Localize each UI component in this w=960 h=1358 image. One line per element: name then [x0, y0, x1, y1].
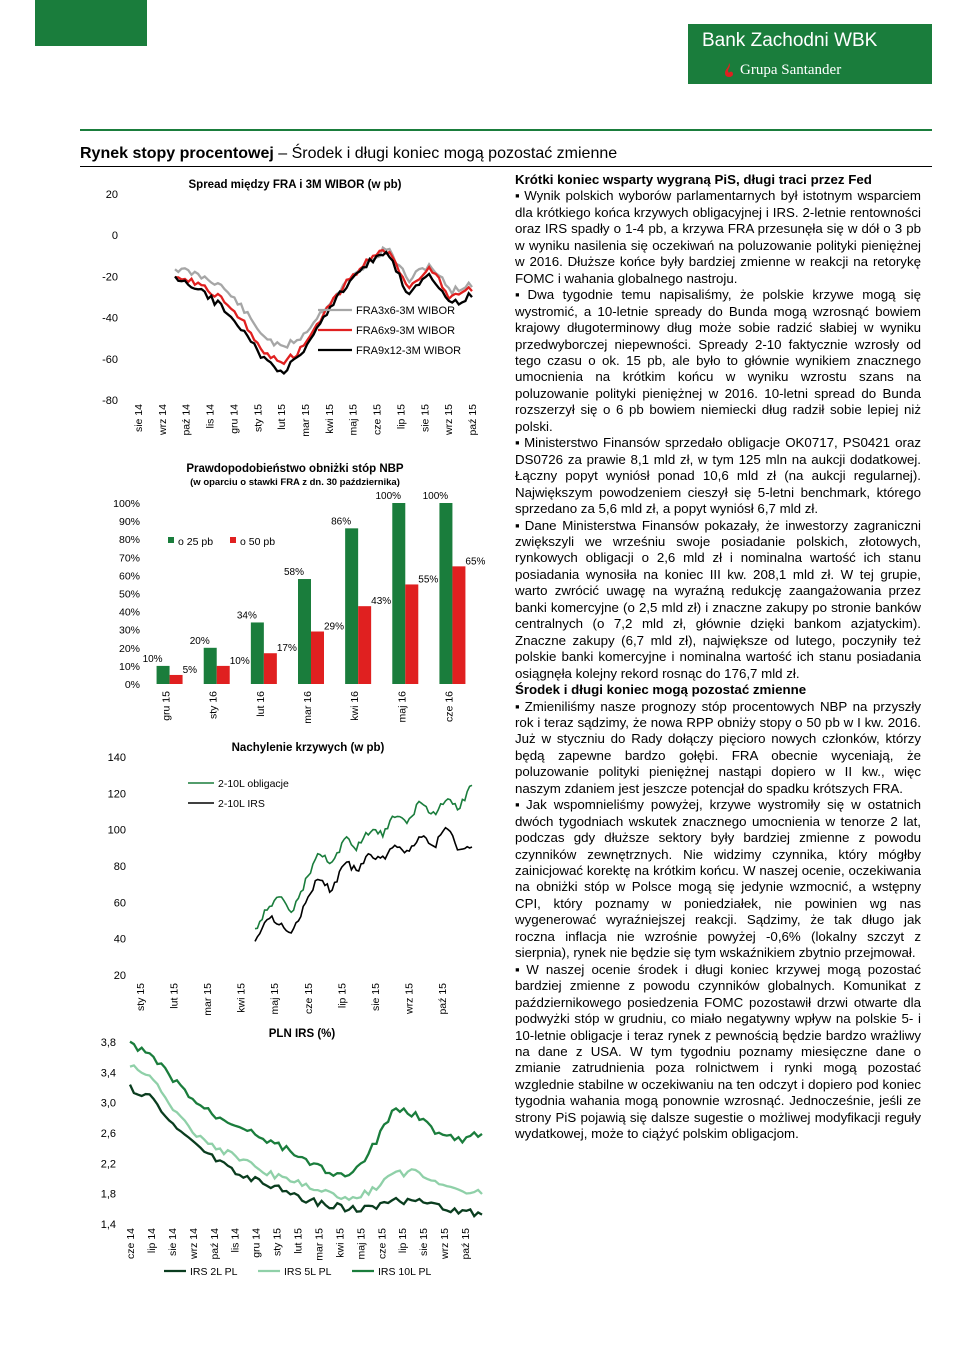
article-column — [515, 172, 921, 1143]
legend-swatch — [168, 537, 174, 543]
y-tick-label: 1,4 — [100, 1219, 116, 1231]
series-line — [130, 1042, 482, 1177]
x-tick-label: lip 15 — [336, 983, 349, 1009]
page-title-rest: – Środek i długi koniec mogą pozostać zmienne — [278, 145, 618, 162]
x-tick-label: cze 14 — [125, 1228, 137, 1259]
x-tick-label: sty 16 — [207, 691, 220, 720]
x-tick-label: cze 16 — [443, 691, 456, 722]
data-label: 58% — [283, 567, 305, 579]
x-tick-label: cze 15 — [376, 1228, 389, 1259]
article-paragraph: ▪ Dane Ministerstwa Finansów pokazały, że inwestorzy zagraniczni zwiększyli we wrześniu swoje posiadanie polskich, złotowych, rynkowych obligacji o 2,6 mld zł i nominalna wartość ich stanu posiadania wynosiła na koniec III kw. 208,1 mld zł. W tej grupie, warto zwrócić uwagę na wyraźną redukcję zaangażowania przez banki komercyjne (o 2,5 mld zł) i znaczne zakupy po stronie banków centralnych (o 7,2 mld zł, głównie dzięki bankom azjatyckim). Znaczne zakupy (6,7 mld zł), największe od lutego, poczyniły też polskie banki komercyjne i nominalna wartość ich stanu posiadania osiągnęła kolejny rekord rosnąc do 176,7 mld zł. — [515, 518, 921, 683]
data-label: 65% — [465, 556, 486, 568]
data-label: 34% — [236, 610, 257, 622]
page-title — [80, 145, 617, 163]
bar — [452, 566, 465, 684]
x-tick-label: cze 15 — [302, 983, 315, 1014]
x-tick-label: gru 15 — [160, 691, 173, 721]
legend-swatch — [230, 537, 236, 543]
bar — [217, 666, 230, 684]
article-paragraph: ▪ W naszej ocenie środek i długi koniec krzywej mogą pozostać bardziej zmienne z powodu czynników globalnych. Komunikat z październikowego posiedzenia FOMC pozostawił drzwi otwarte dla podwyżki stóp w grudniu, co miało negatywny wpływ na polskie 5- i 10-letnie obligacje i teraz rynek z pewnością będzie bardzo wrażliwy na dane z USA. W tym tygodniu poznamy miesięczne dane o zmianie zatrudnienia poza rolnictwem i rynki mogą pozostać wzglednie stabilne w oczekiwaniu na ten odczyt i dopiero pod koniec tygodnia wahania mogą ponownie wzrosnąć. Jednocześnie, jeśli ze strony PiS pojawią się dalsze sugestie o możliwej modyfikacji reguły wydatkowej, może to ciążyć polskim obligacjom. — [515, 962, 921, 1143]
x-tick-label: sie 15 — [369, 983, 382, 1012]
x-tick-label: wrz 15 — [403, 983, 416, 1014]
y-tick-label: 40 — [113, 933, 126, 946]
bar — [264, 653, 277, 684]
x-tick-label: paź 15 — [467, 404, 479, 436]
chart-title: Prawdopodobieństwo obniżki stóp NBP — [186, 463, 404, 475]
y-tick-label: 120 — [107, 788, 126, 801]
header-divider — [80, 129, 932, 131]
y-tick-label: -80 — [102, 395, 118, 407]
bar — [439, 503, 452, 684]
article-paragraph: ▪ Jak wspomnieliśmy powyżej, krzywe wystromiły się w ostatnich dwóch tygodniach wskutek znacznego umocnienia w tenorze 2 lat, podczas gdy dłuższe sektory były bardziej zmienne z powodu czynników zewnętrznych. Nie widzimy czynnika, który mógłby zainicjować korektę na krótkim końcu. W naszej ocenie, oczekiwania na obniżki stóp w Polsce mogą się jedynie wzmocnić, a wstępny CPI, który poznamy w poniedziałek, nie powinien wg nas wygenerować wyraźniejszej reakcji. Sądzimy, że tak długo jak roczna inflacja nie wzrośnie powyżej -0,6% (lokalny szczyt z sierpnia), rynek nie będzie się tym wskaźnikiem zbytnio przejmował. — [515, 797, 921, 962]
x-tick-label: kwi 16 — [349, 691, 362, 721]
x-tick-label: wrz 15 — [439, 1228, 452, 1259]
y-tick-label: -40 — [102, 312, 118, 325]
y-tick-label: 0 — [111, 230, 118, 243]
legend-label: IRS 5L PL — [284, 1266, 332, 1278]
x-tick-label: wrz 15 — [443, 404, 456, 435]
x-tick-label: lip 15 — [397, 1228, 410, 1254]
y-tick-label: 0% — [124, 679, 140, 691]
x-tick-label: lip 14 — [145, 1228, 158, 1254]
series-line — [255, 785, 472, 928]
y-tick-label: 20% — [118, 642, 140, 655]
y-tick-label: 20 — [113, 970, 126, 982]
bar — [298, 579, 311, 684]
data-label: 29% — [324, 621, 345, 633]
x-tick-label: maj 15 — [269, 983, 282, 1015]
y-tick-label: 60% — [118, 570, 140, 583]
bar — [345, 528, 358, 684]
legend-label: FRA3x6-3M WIBOR — [356, 305, 456, 317]
x-tick-label: mar 15 — [202, 983, 215, 1016]
header-green-block — [35, 0, 147, 46]
x-tick-label: kwi 15 — [235, 983, 248, 1013]
x-tick-label: sty 15 — [135, 983, 147, 1012]
article-paragraph: ▪ Zmieniliśmy nasze prognozy stóp procentowych NBP na przyszły rok i teraz sądzimy, że nowa RPP obniży stopy o 50 pb w I kw. 2016. Już w styczniu do Rady dołączy pięcioro nowych członków, którzy będą zapewne bardzo gołębi. FRA obecnie wyceniają, że poluzowanie polityki pieniężnej nastąpi dopiero w II kw., więc naszym zdaniem jest jeszcze potencjał do spadku krótszych FRA. — [515, 699, 921, 798]
x-tick-label: lut 15 — [276, 404, 289, 430]
series-line — [130, 1085, 482, 1217]
y-tick-label: 100 — [107, 824, 126, 837]
x-tick-label: maj 15 — [347, 404, 360, 436]
x-tick-label: lis 14 — [229, 1228, 242, 1253]
article-paragraph: ▪ Wynik polskich wyborów parlamentarnych był istotnym wsparciem dla krótkiego końca krzywych obligacyjnej i IRS. 2-letnie rentowności oraz IRS spadły o 1-4 pb, a krzywa FRA przesunęła się w dół o 3 pb w wyniku nasilenia się oczekiwań na poluzowanie polityki pieniężnej w 2016. Dłuższe końce były bardziej zmienne w reakcji na retorykę FOMC i wahania globalnego nastroju. — [515, 188, 921, 287]
legend-label: 2-10L obligacje — [218, 778, 289, 790]
y-tick-label: 2,2 — [100, 1158, 116, 1171]
x-tick-label: paź 15 — [460, 1228, 472, 1260]
legend-label: 2-10L IRS — [218, 798, 265, 810]
chart-rate-cut-probability — [80, 455, 500, 740]
data-label: 10% — [229, 655, 250, 667]
title-underline — [80, 166, 932, 167]
x-tick-label: sie 15 — [418, 1228, 431, 1257]
data-label: 43% — [371, 596, 392, 608]
legend-label: FRA9x12-3M WIBOR — [356, 345, 462, 357]
chart-title: PLN IRS (%) — [268, 1028, 336, 1040]
x-tick-label: sie 15 — [419, 404, 432, 433]
chart-title: Nachylenie krzywych (w pb) — [231, 742, 385, 754]
y-tick-label: 20 — [105, 189, 118, 201]
y-tick-label: 1,8 — [100, 1188, 116, 1201]
x-tick-label: lip 15 — [395, 404, 408, 430]
y-tick-label: 3,8 — [100, 1037, 116, 1049]
y-tick-label: 2,6 — [100, 1128, 116, 1140]
bar — [170, 675, 183, 684]
data-label: 10% — [142, 653, 163, 665]
y-tick-label: 60 — [113, 897, 126, 910]
chart-title: Spread między FRA i 3M WIBOR (w pb) — [188, 179, 402, 191]
article-paragraph: ▪ Ministerstwo Finansów sprzedało obligacje OK0717, PS0421 oraz DS0726 za prawie 8,1 mld zł, w tym 125 mln na aukcji dodatkowej. Łączny popyt wyniósł ponad 10,6 mld zł (na aukcji regularnej). Największym powodzeniem cieszył się 5-letni benchmark, którego sprzedano za 5,6 mld zł, a popyt wyniósł 6,7 mld zł. — [515, 435, 921, 517]
santander-flame-icon — [724, 63, 734, 77]
x-tick-label: kwi 15 — [323, 404, 336, 434]
x-tick-label: sty 15 — [271, 1228, 284, 1257]
brand-name: Bank Zachodni WBK — [702, 30, 878, 51]
x-tick-label: gru 14 — [228, 404, 241, 434]
legend-label: IRS 10L PL — [378, 1266, 432, 1278]
y-tick-label: -20 — [102, 271, 118, 284]
x-tick-label: wrz 14 — [187, 1228, 200, 1259]
data-label: 17% — [276, 643, 297, 655]
data-label: 55% — [418, 574, 439, 586]
data-label: 100% — [375, 491, 402, 502]
section-heading: Środek i długi koniec mogą pozostać zmienne — [515, 682, 807, 698]
y-tick-label: 70% — [118, 552, 140, 565]
x-tick-label: wrz 14 — [156, 404, 169, 435]
y-tick-label: 10% — [118, 660, 140, 673]
x-tick-label: cze 15 — [371, 404, 384, 435]
x-tick-label: sty 15 — [252, 404, 265, 433]
x-tick-label: paź 14 — [208, 1228, 221, 1260]
chart-curve-slope — [80, 735, 500, 1020]
bar — [204, 648, 217, 684]
x-tick-label: paź 15 — [437, 983, 449, 1015]
bar — [251, 622, 264, 684]
y-tick-label: -60 — [102, 353, 118, 366]
x-tick-label: sie 14 — [133, 404, 145, 433]
x-tick-label: lis 14 — [204, 404, 217, 429]
y-tick-label: 3,0 — [100, 1097, 116, 1110]
legend-label: IRS 2L PL — [190, 1266, 238, 1278]
x-tick-label: paź 14 — [180, 404, 193, 436]
data-label: 20% — [189, 635, 210, 647]
group-name: Grupa Santander — [740, 62, 842, 78]
y-tick-label: 80% — [118, 534, 140, 547]
x-tick-label: sie 14 — [166, 1228, 179, 1257]
y-tick-label: 90% — [118, 516, 140, 529]
bank-logo — [688, 24, 932, 84]
x-tick-label: lut 15 — [292, 1228, 305, 1254]
x-tick-label: kwi 15 — [334, 1228, 347, 1258]
y-tick-label: 50% — [118, 588, 140, 601]
data-label: 100% — [422, 491, 449, 502]
y-tick-label: 40% — [118, 606, 140, 619]
x-tick-label: maj 15 — [355, 1228, 368, 1260]
x-tick-label: gru 14 — [250, 1228, 263, 1258]
bar — [157, 666, 170, 684]
chart-fra-spread — [80, 168, 500, 450]
bar — [311, 632, 324, 684]
x-tick-label: mar 16 — [302, 691, 314, 724]
data-label: 86% — [331, 516, 352, 528]
bar — [358, 606, 371, 684]
x-tick-label: mar 15 — [300, 404, 312, 437]
chart-subtitle: (w oparciu o stawki FRA z dn. 30 października) — [190, 477, 400, 488]
section-heading: Krótki koniec wsparty wygraną PiS, długi traci przez Fed — [515, 172, 872, 187]
article-paragraph: ▪ Dwa tygodnie temu napisaliśmy, że polskie krzywe mogą się wystromić, a 10-letnie spready do Bunda mogą wzrosnąć bowiem krajowy długoterminowy dług może sobie radzić słabiej w wyniku przedwyborczej niepewności. Spready 2-10 faktycznie wzrosły od tego czasu o ok. 15 pb, ale było to głównie wynikiem znacznego umocnienia na krótkim końcu w wyniku wzrostu szans na poluzowanie polityki pieniężnej w 2016. 10-letni spread do Bunda rozszerzył się o 6 pb bowiem niemiecki dług radził sobie lepiej niż polski. — [515, 287, 921, 435]
data-label: 5% — [182, 664, 198, 676]
y-tick-label: 140 — [107, 752, 126, 764]
y-tick-label: 100% — [113, 498, 140, 510]
x-tick-label: maj 16 — [396, 691, 409, 723]
legend-label: o 25 pb — [178, 536, 214, 548]
series-line — [255, 828, 472, 942]
x-tick-label: lut 15 — [168, 983, 181, 1009]
legend-label: FRA6x9-3M WIBOR — [356, 325, 456, 337]
bar — [392, 503, 405, 684]
chart-pln-irs — [80, 1020, 500, 1280]
legend-label: o 50 pb — [240, 536, 276, 548]
y-tick-label: 80 — [113, 861, 126, 873]
x-tick-label: lut 16 — [254, 691, 267, 717]
y-tick-label: 3,4 — [100, 1067, 116, 1080]
bar — [405, 584, 418, 684]
y-tick-label: 30% — [118, 624, 140, 637]
page-title-bold: Rynek stopy procentowej — [80, 145, 274, 162]
x-tick-label: mar 15 — [313, 1228, 326, 1261]
